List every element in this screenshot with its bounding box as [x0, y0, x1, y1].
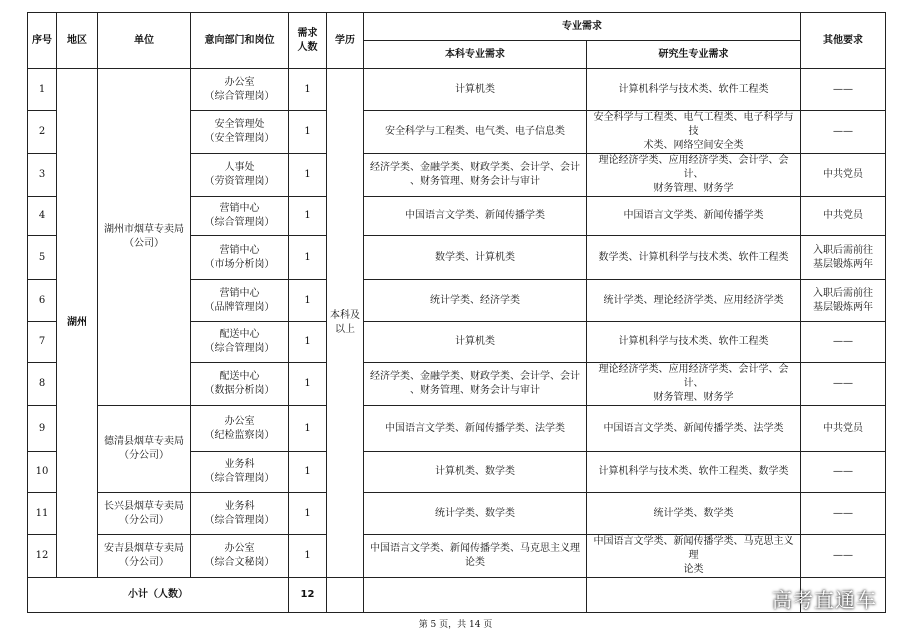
- row-bachelor: 中国语言文学类、新闻传播学类、马克思主义理 论类: [364, 535, 587, 578]
- header-dept: 意向部门和岗位: [191, 13, 289, 69]
- row-other: 中共党员: [801, 406, 886, 452]
- unit-cell: 安吉县烟草专卖局 （分公司）: [98, 535, 191, 578]
- row-count: 1: [289, 322, 327, 363]
- row-dept: 办公室 （纪检监察岗）: [191, 406, 289, 452]
- row-count: 1: [289, 363, 327, 406]
- row-dept: 配送中心 （数据分析岗）: [191, 363, 289, 406]
- row-count: 1: [289, 280, 327, 322]
- education-cell: 本科及 以上: [327, 69, 364, 578]
- row-other: ——: [801, 322, 886, 363]
- watermark-logo: 高考直通车: [772, 588, 877, 612]
- header-region: 地区: [57, 13, 98, 69]
- subtotal-label: 小计（人数）: [28, 578, 289, 613]
- row-count: 1: [289, 154, 327, 197]
- row-other: ——: [801, 111, 886, 154]
- header-unit: 单位: [98, 13, 191, 69]
- row-count: 1: [289, 452, 327, 493]
- row-dept: 办公室 （综合文秘岗）: [191, 535, 289, 578]
- recruitment-table: [27, 12, 886, 613]
- row-other: ——: [801, 535, 886, 578]
- table-row: [28, 406, 886, 452]
- row-graduate: 数学类、计算机科学与技术类、软件工程类: [587, 236, 801, 280]
- header-major: 专业需求: [364, 13, 801, 41]
- subtotal-edu-empty: [327, 578, 364, 613]
- row-count: 1: [289, 406, 327, 452]
- row-count: 1: [289, 69, 327, 111]
- header-other: 其他要求: [801, 13, 886, 69]
- row-other: 入职后需前往 基层锻炼两年: [801, 280, 886, 322]
- row-seq: 8: [28, 363, 57, 406]
- row-count: 1: [289, 493, 327, 535]
- row-seq: 3: [28, 154, 57, 197]
- unit-cell: 湖州市烟草专卖局 （公司）: [98, 69, 191, 406]
- row-other: 中共党员: [801, 197, 886, 236]
- row-seq: 2: [28, 111, 57, 154]
- row-seq: 10: [28, 452, 57, 493]
- row-seq: 4: [28, 197, 57, 236]
- row-count: 1: [289, 197, 327, 236]
- row-seq: 12: [28, 535, 57, 578]
- unit-cell: 长兴县烟草专卖局 （分公司）: [98, 493, 191, 535]
- row-seq: 11: [28, 493, 57, 535]
- row-dept: 安全管理处 （安全管理岗）: [191, 111, 289, 154]
- row-bachelor: 经济学类、金融学类、财政学类、会计学、会计 、财务管理、财务会计与审计: [364, 154, 587, 197]
- row-dept: 人事处 （劳资管理岗）: [191, 154, 289, 197]
- header-seq: 序号: [28, 13, 57, 69]
- row-graduate: 中国语言文学类、新闻传播学类: [587, 197, 801, 236]
- row-other: 中共党员: [801, 154, 886, 197]
- row-dept: 配送中心 （综合管理岗）: [191, 322, 289, 363]
- row-count: 1: [289, 236, 327, 280]
- unit-cell: 德清县烟草专卖局 （分公司）: [98, 406, 191, 493]
- row-dept: 营销中心 （市场分析岗）: [191, 236, 289, 280]
- header-bachelor: 本科专业需求: [364, 41, 587, 69]
- row-graduate: 中国语言文学类、新闻传播学类、法学类: [587, 406, 801, 452]
- row-other: ——: [801, 69, 886, 111]
- row-bachelor: 计算机类: [364, 322, 587, 363]
- row-bachelor: 计算机类、数学类: [364, 452, 587, 493]
- header-edu: 学历: [327, 13, 364, 69]
- row-graduate: 计算机科学与技术类、软件工程类: [587, 322, 801, 363]
- row-bachelor: 安全科学与工程类、电气类、电子信息类: [364, 111, 587, 154]
- subtotal-row: [28, 578, 886, 613]
- row-count: 1: [289, 535, 327, 578]
- row-other: ——: [801, 452, 886, 493]
- row-graduate: 统计学类、理论经济学类、应用经济学类: [587, 280, 801, 322]
- row-count: 1: [289, 111, 327, 154]
- table-row: [28, 493, 886, 535]
- row-seq: 1: [28, 69, 57, 111]
- page-footer: 第 5 页，共 14 页: [418, 620, 493, 630]
- row-graduate: 安全科学与工程类、电气工程类、电子科学与技 术类、网络空间安全类: [587, 111, 801, 154]
- row-other: ——: [801, 363, 886, 406]
- row-bachelor: 计算机类: [364, 69, 587, 111]
- row-graduate: 理论经济学类、应用经济学类、会计学、会计、 财务管理、财务学: [587, 154, 801, 197]
- row-other: 入职后需前往 基层锻炼两年: [801, 236, 886, 280]
- row-bachelor: 中国语言文学类、新闻传播学类: [364, 197, 587, 236]
- region-cell: 湖州: [57, 69, 98, 578]
- row-dept: 办公室 （综合管理岗）: [191, 69, 289, 111]
- row-seq: 6: [28, 280, 57, 322]
- table-row: [28, 535, 886, 578]
- row-graduate: 理论经济学类、应用经济学类、会计学、会计、 财务管理、财务学: [587, 363, 801, 406]
- row-bachelor: 统计学类、数学类: [364, 493, 587, 535]
- row-dept: 营销中心 （综合管理岗）: [191, 197, 289, 236]
- row-graduate: 计算机科学与技术类、软件工程类、数学类: [587, 452, 801, 493]
- table-row: [28, 69, 886, 111]
- row-dept: 营销中心 （品牌管理岗）: [191, 280, 289, 322]
- subtotal-count: 12: [289, 578, 327, 613]
- row-graduate: 统计学类、数学类: [587, 493, 801, 535]
- row-dept: 业务科 （综合管理岗）: [191, 452, 289, 493]
- row-other: ——: [801, 493, 886, 535]
- row-seq: 9: [28, 406, 57, 452]
- row-graduate: 中国语言文学类、新闻传播学类、马克思主义理 论类: [587, 535, 801, 578]
- header-count: 需求 人数: [289, 13, 327, 69]
- subtotal-graduate-empty: [587, 578, 801, 613]
- row-bachelor: 中国语言文学类、新闻传播学类、法学类: [364, 406, 587, 452]
- row-bachelor: 数学类、计算机类: [364, 236, 587, 280]
- row-seq: 7: [28, 322, 57, 363]
- header-graduate: 研究生专业需求: [587, 41, 801, 69]
- row-bachelor: 经济学类、金融学类、财政学类、会计学、会计 、财务管理、财务会计与审计: [364, 363, 587, 406]
- row-dept: 业务科 （综合管理岗）: [191, 493, 289, 535]
- row-seq: 5: [28, 236, 57, 280]
- row-bachelor: 统计学类、经济学类: [364, 280, 587, 322]
- subtotal-bachelor-empty: [364, 578, 587, 613]
- row-graduate: 计算机科学与技术类、软件工程类: [587, 69, 801, 111]
